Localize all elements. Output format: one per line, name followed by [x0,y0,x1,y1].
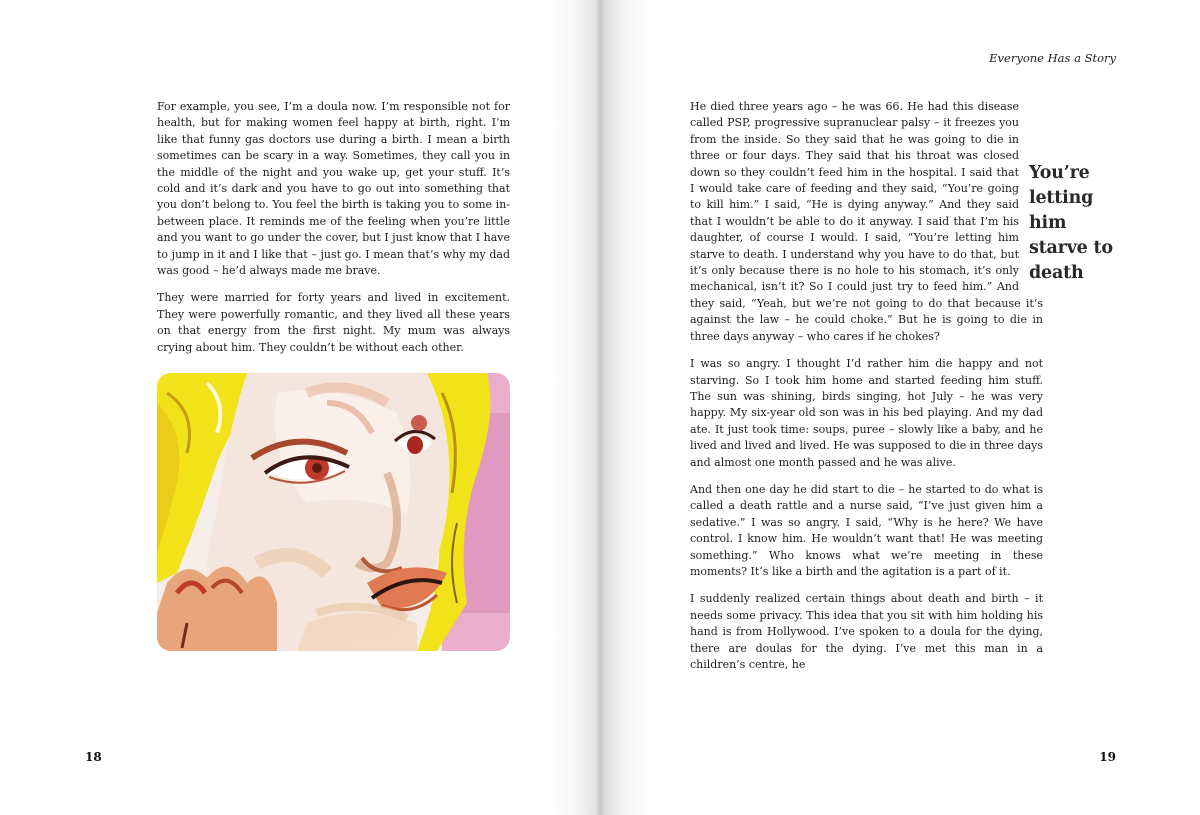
running-head: Everyone Has a Story [989,51,1116,65]
pull-quote: You’re letting him starve to death [1029,163,1113,283]
paragraph: I was so angry. I thought I’d rather him die happy and not starving. So I took him home and started feeding him stuff. The sun was shining, birds singing, hot July – he was very happy. My six-year old son was in his bed playing. And my dad ate. It just took time: soups, puree – slowly like a baby, and he lived and lived and lived. He was supposed to die in three days and almost one month passed and he was alive. [690,357,1043,469]
paragraph: And then one day he did start to die – he started to do what is called a death rattle and a nurse said, “I’ve just given him a sedative.” I was so angry. I said, “Why is he here? We have control. I know him. He wouldn’t want that! He was meeting something.” Who knows what we’re meeting in these moments? It’s like a birth and the agitation is a part of it. [690,482,1043,578]
right-page-body [690,99,1113,684]
page-number: 19 [1099,750,1116,764]
paragraph: They were married for forty years and lived in excitement. They were powerfully romantic, and they lived all these years on that energy from the first night. My mum was always crying about him. They couldn’t be without each other. [157,291,510,354]
paragraph: I suddenly realized certain things about death and birth – it needs some privacy. This idea that you sit with him holding his hand is from Hollywood. I’ve spoken to a doula for the dying, there are doulas for the dying. I’ve met this man in a children’s centre, he [690,592,1043,671]
woman-portrait-illustration [157,373,510,651]
page-number: 18 [85,750,102,764]
paragraph: For example, you see, I’m a doula now. I’m responsible not for health, but for making women feel happy at birth, right. I’m like that funny gas doctors use during a birth. I mean a birth sometimes can be scary in a way. Sometimes, they call you in the middle of the night and you wake up, get your stuff. It’s cold and it’s dark and you have to go out into something that you don’t belong to. You feel the birth is taking you to some in-between place. It reminds me of the feeling when you’re little and you want to go under the cover, but I just know that I have to jump in it and I like that – just go. I mean that’s why my dad was good – he’d always made me brave. [157,100,510,278]
right-page [600,0,1200,815]
paragraph: He died three years ago – he was 66. He had this disease called PSP, progressive supranuclear palsy – it freezes you from the inside. So they said that he was going to die in three or four days. They said that his throat was closed down so they couldn’t feed him in the hospital. I said that I would take care of feeding and they said, “You’re going to kill him.” I said, “He is dying anyway.” And they said that I wouldn’t be able to do it anyway. I said that I’m his daughter, of course I would. I said, “You’re letting him starve to death. I understand why you have to do that, but it’s only because there is no hole to his stomach, it’s only mechanical, isn’t it? So I could just try to feed him.” And they said, “Yeah, but we’re not going to do that because it’s against the law – he could choke.” But he is going to die in three days anyway – who cares if he chokes? [690,100,1043,343]
left-page-body [157,99,510,367]
